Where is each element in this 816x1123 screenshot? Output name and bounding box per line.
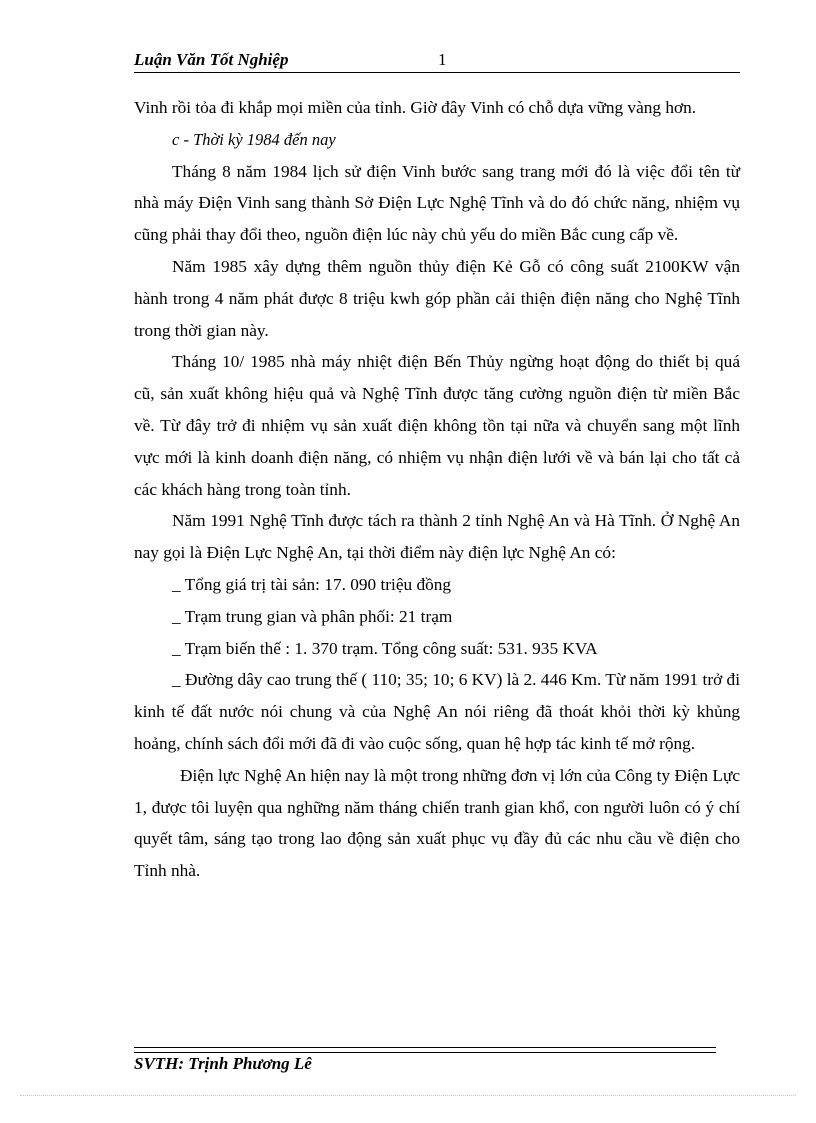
- page-number: 1: [438, 50, 447, 69]
- paragraph-continuation: Vinh rồi tỏa đi khắp mọi miền của tỉnh. Giờ đây Vinh có chỗ dựa vững vàng hơn.: [134, 98, 697, 117]
- paragraph: Điện lực Nghệ An hiện nay là một trong những đơn vị lớn của Công ty Điện Lực 1, được tôi luyện qua nghững năm tháng chiến tranh gian khổ, con người luôn có ý chí quyết tâm, sáng tạo trong lao động sản xuất phục vụ đầy đủ các nhu cầu về điện cho Tỉnh nhà.: [134, 765, 740, 881]
- page-header: [134, 50, 740, 73]
- list-item: _ Trạm trung gian và phân phối: 21 trạm: [172, 606, 453, 626]
- paragraph: Tháng 10/ 1985 nhà máy nhiệt điện Bến Thủy ngừng hoạt động do thiết bị quá cũ, sản xuất không hiệu quả và Nghệ Tĩnh được tăng cường nguồn điện từ miền Bắc về. Từ đây trở đi nhiệm vụ sản xuất điện không tồn tại nữa và chuyển sang một lĩnh vực mới là kinh doanh điện năng, có nhiệm vụ nhận điện lưới về và bán lại cho tất cả các khách hàng trong toàn tỉnh.: [134, 352, 740, 499]
- document-body: [134, 92, 740, 887]
- list-item: _ Trạm biến thế : 1. 370 trạm. Tổng công suất: 531. 935 KVA: [172, 638, 598, 658]
- paragraph: Năm 1985 xây dựng thêm nguồn thủy điện Kẻ Gỗ có công suất 2100KW vận hành trong 4 năm phát được 8 triệu kwh góp phần cải thiện điện năng cho Nghệ Tĩnh trong thời gian này.: [134, 256, 740, 340]
- list-item: _ Đường dây cao trung thế ( 110; 35; 10; 6 KV) là 2. 446 Km. Từ năm 1991 trở đi kinh tế đất nước nói chung và của Nghệ An nói riêng đã thoát khỏi thời kỳ khủng hoảng, chính sách đổi mới đã đi vào cuộc sống, quan hệ hợp tác kinh tế mở rộng.: [134, 670, 740, 753]
- list-item: _ Tổng giá trị tài sản: 17. 090 triệu đồng: [172, 574, 452, 594]
- footer-divider: [134, 1047, 716, 1053]
- header-title: Luận Văn Tốt Nghiệp: [134, 50, 289, 69]
- footer-author: SVTH: Trịnh Phương Lê: [134, 1054, 312, 1073]
- paragraph: Năm 1991 Nghệ Tĩnh được tách ra thành 2 tỉnh Nghệ An và Hà Tĩnh. Ở Nghệ An nay gọi là Điện Lực Nghệ An, tại thời điểm này điện lực Nghệ An có:: [134, 511, 740, 563]
- paragraph: Tháng 8 năm 1984 lịch sử điện Vinh bước sang trang mới đó là việc đổi tên từ nhà máy Điện Vinh sang thành Sở Điện Lực Nghệ Tĩnh và do đó chức năng, nhiệm vụ cũng phải thay đổi theo, nguồn điện lúc này chủ yếu do miền Bắc cung cấp về.: [134, 161, 740, 245]
- section-subheading: c - Thời kỳ 1984 đến nay: [172, 129, 336, 149]
- page-edge-divider: [20, 1095, 796, 1097]
